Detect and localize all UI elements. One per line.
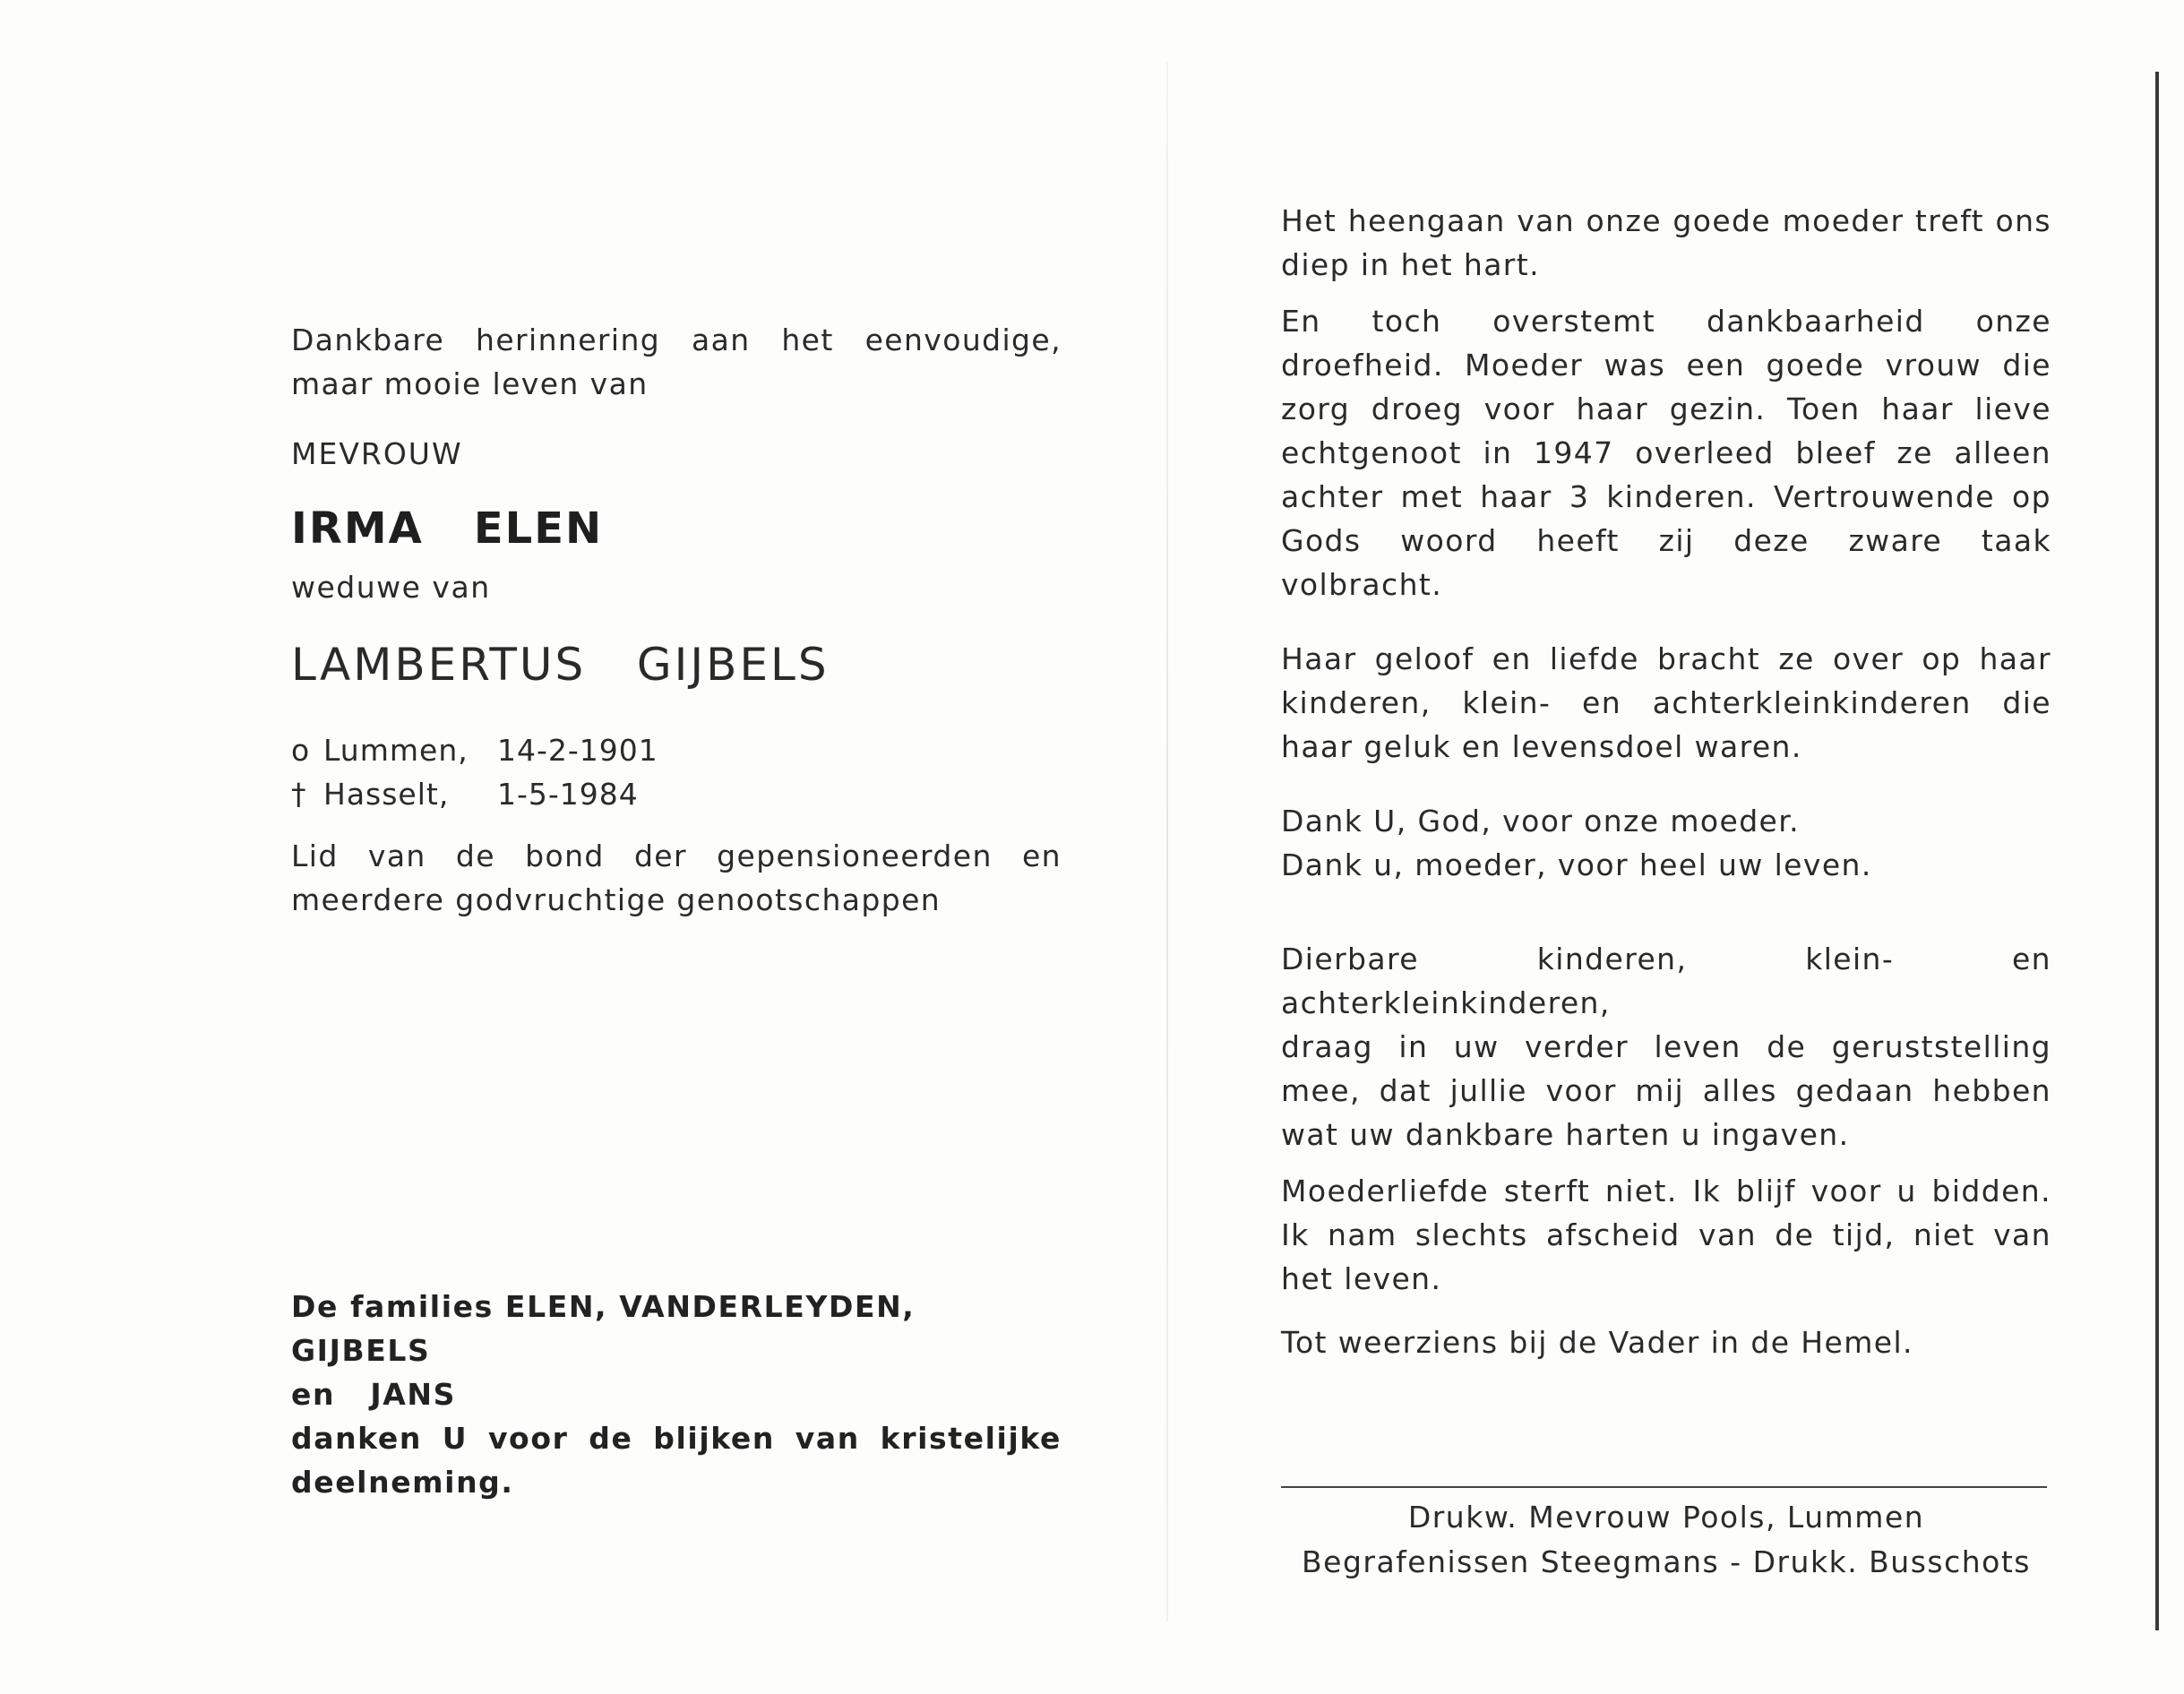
center-fold (1166, 63, 1168, 1621)
families-line-2: en JANS (291, 1377, 456, 1412)
paragraph-6: Tot weerziens bij de Vader in de Hemel. (1281, 1325, 1913, 1360)
thanks-line-1: Dank U, God, voor onze moeder. (1281, 804, 1801, 838)
families-line-1: De families ELEN, VANDERLEYDEN, GIJBELS (291, 1289, 916, 1368)
death-place: Hasselt, (323, 777, 450, 812)
death-row (291, 772, 1062, 816)
families-line-3: danken U voor de blijken van kristelijke deelneming. (291, 1421, 1062, 1500)
birth-row (291, 728, 1062, 772)
life-dates (291, 728, 1062, 816)
paragraph-4a: Dierbare kinderen, klein- en achterkleinkinderen, (1281, 942, 2051, 1020)
title-mevrouw: MEVROUW (291, 436, 463, 471)
printer-line-1: Drukw. Mevrouw Pools, Lummen (1407, 1500, 1925, 1535)
paragraph-4b: draag in uw verder leven de geruststelling mee, dat jullie voor mij alles gedaan hebben wat uw dankbare harten u ingaven. (1281, 1029, 2051, 1152)
cross-mark: † (291, 777, 307, 812)
footer-rule (1281, 1486, 2047, 1488)
left-page (291, 318, 1062, 1504)
intro-text: Dankbare herinnering aan het eenvoudige, maar mooie leven van (291, 322, 1062, 401)
paragraph-3: Haar geloof en liefde bracht ze over op haar kinderen, klein- en achterkleinkinderen die haar geluk en levensdoel waren. (1281, 641, 2051, 764)
membership-text: Lid van de bond der gepensioneerden en meerdere godvruchtige genootschappen (291, 838, 1062, 917)
death-date: 1-5-1984 (497, 777, 639, 812)
paragraph-1: Het heengaan van onze goede moeder treft ons diep in het hart. (1281, 203, 2051, 282)
birth-mark: o (291, 733, 311, 768)
paragraph-2: En toch overstemt dankbaarheid onze droefheid. Moeder was een goede vrouw die zorg droeg voor haar gezin. Toen haar lieve echtgenoot in 1947 overleed bleef ze alleen achter met haar 3 kinderen. Vertrouwende op Gods woord heeft zij deze zware taak volbracht. (1281, 304, 2051, 602)
card-edge (2155, 72, 2159, 1630)
deceased-name: IRMA ELEN (291, 503, 604, 554)
birth-place: Lummen, (323, 733, 469, 768)
paragraph-5: Moederliefde sterft niet. Ik blijf voor u bidden. Ik nam slechts afscheid van de tijd, niet van het leven. (1281, 1174, 2051, 1296)
birth-place-wrap (291, 728, 497, 772)
widow-of-label: weduwe van (291, 570, 491, 605)
thanks-line-2: Dank u, moeder, voor heel uw leven. (1281, 847, 1872, 882)
birth-date: 14-2-1901 (497, 733, 658, 768)
printer-line-2: Begrafenissen Steegmans - Drukk. Busschots (1302, 1544, 2031, 1579)
death-place-wrap (291, 772, 497, 816)
right-page (1281, 199, 2051, 1585)
husband-name: LAMBERTUS GIJBELS (291, 639, 830, 691)
family-thanks (291, 1285, 1062, 1504)
